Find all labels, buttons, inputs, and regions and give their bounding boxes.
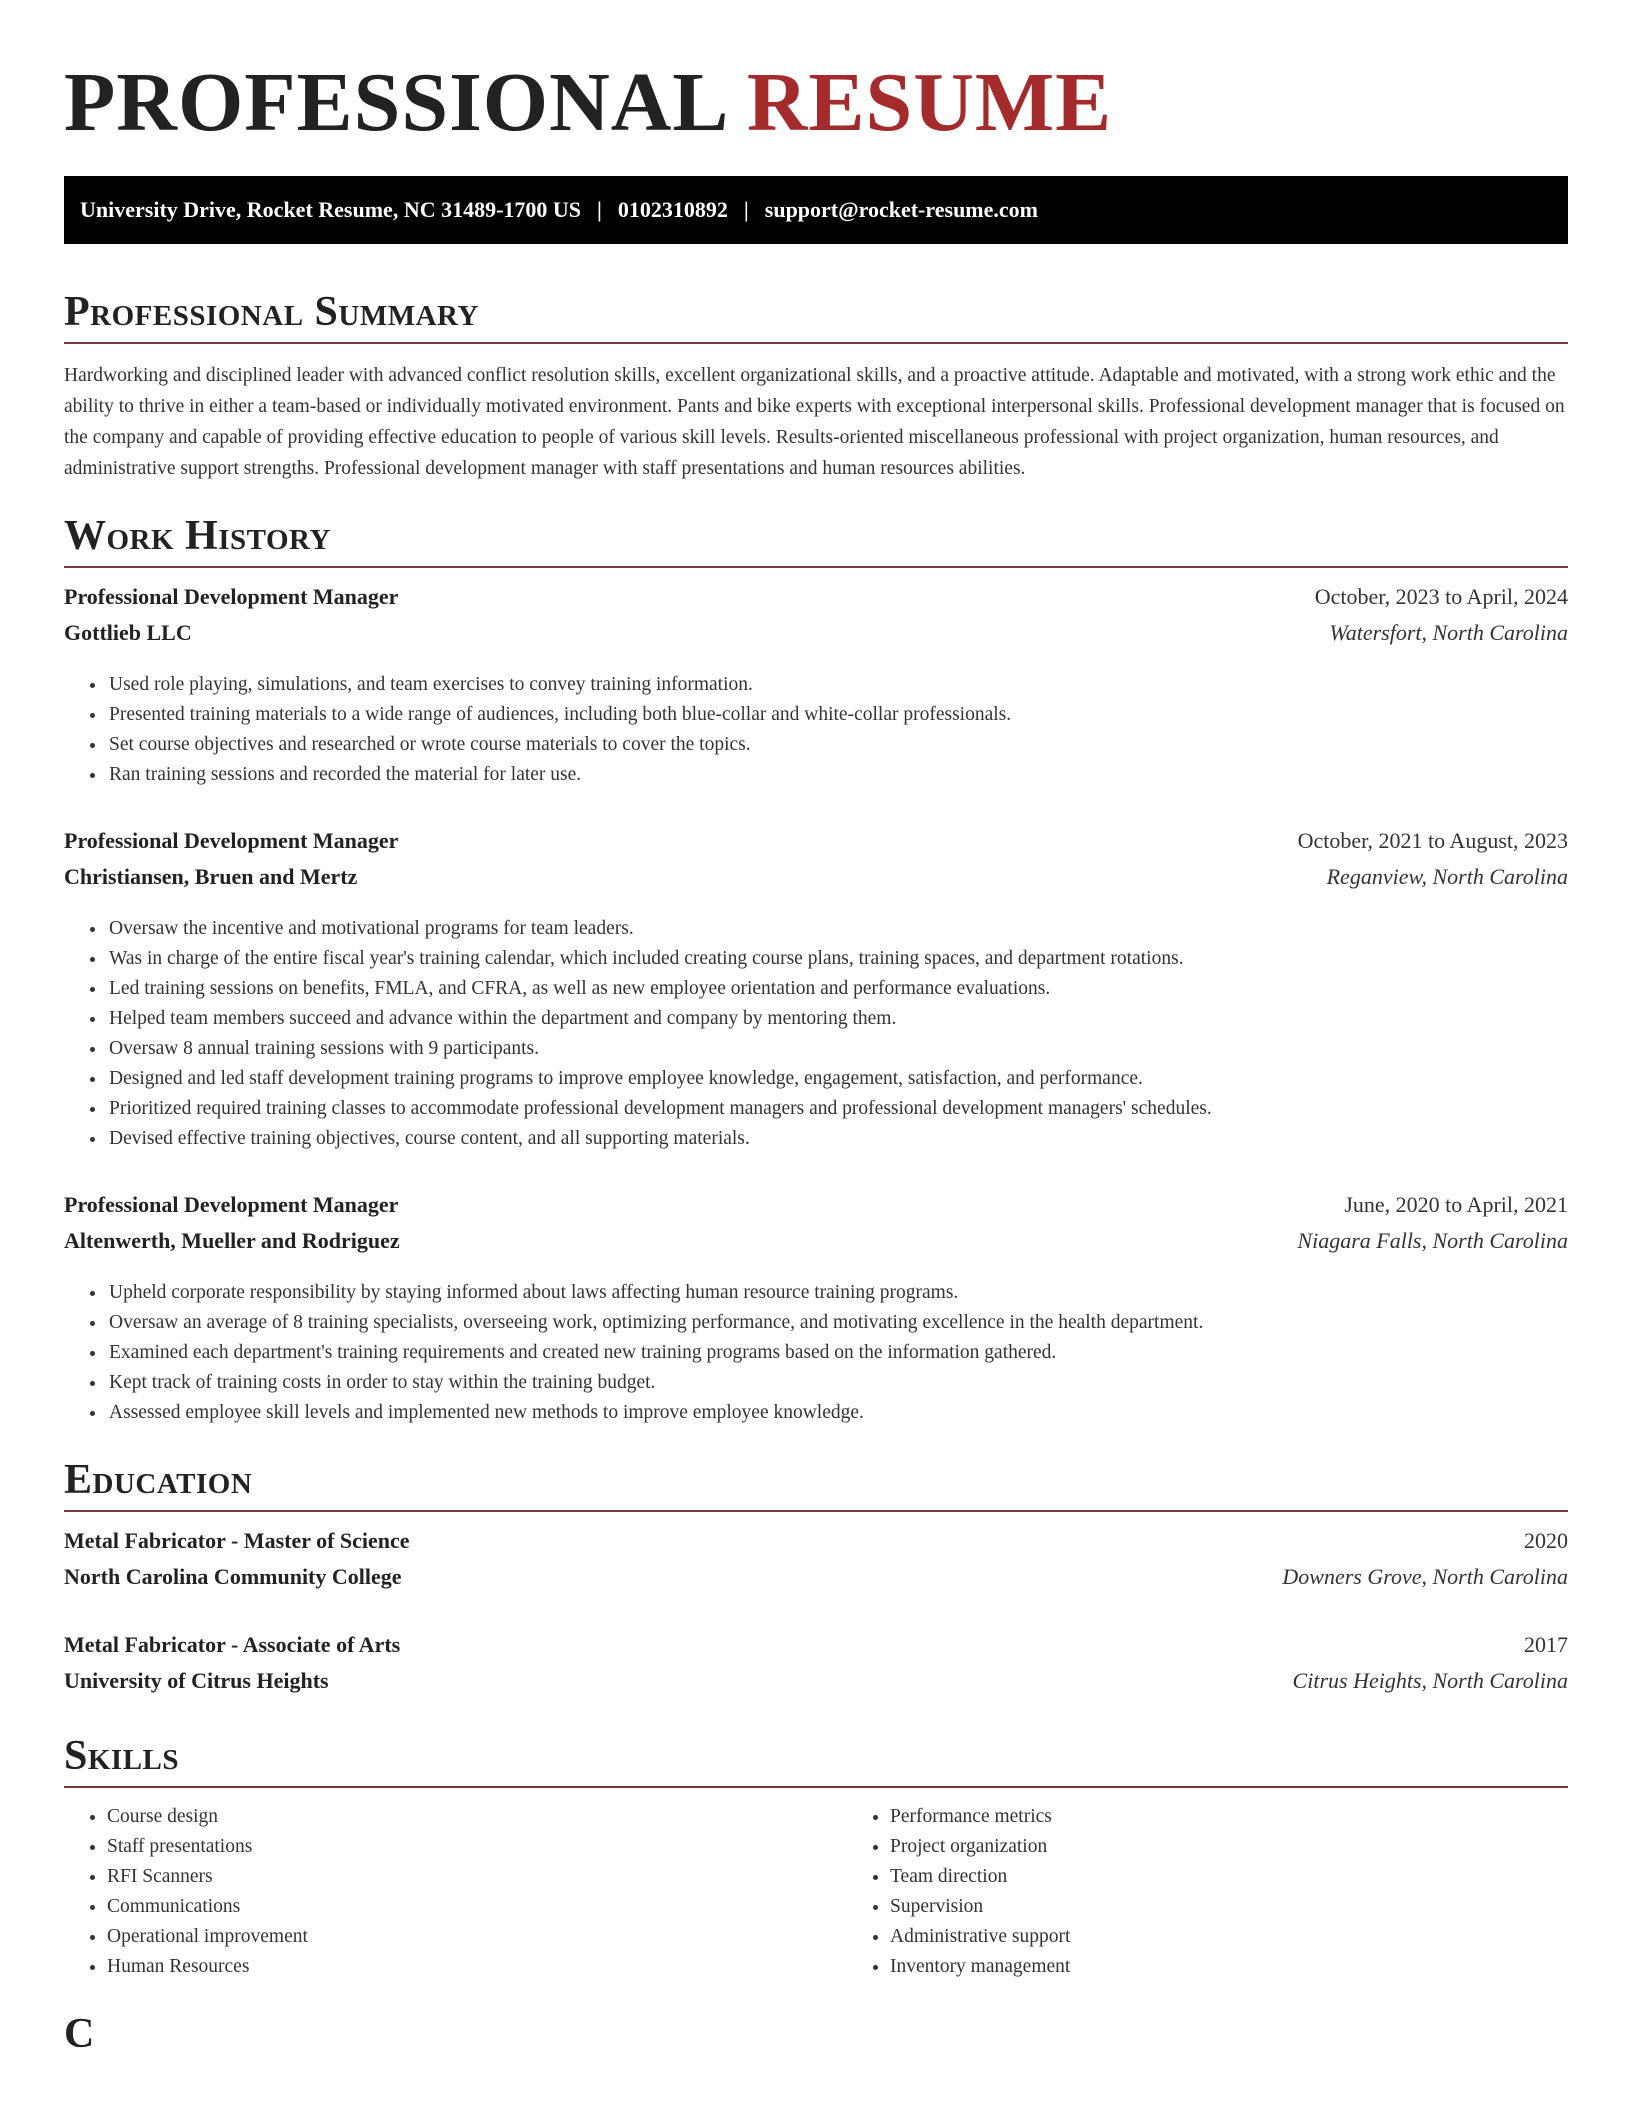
education-year: 2020 — [1524, 1528, 1568, 1553]
job-entry — [64, 1192, 1568, 1428]
skill-item: • Course design — [107, 1802, 847, 1832]
skills-column-left — [64, 1802, 847, 1982]
job-duty: • Used role playing, simulations, and team exercises to convey training information. — [107, 670, 1568, 700]
job-company: Gottlieb LLC — [64, 620, 192, 645]
education-school: University of Citrus Heights — [64, 1668, 329, 1693]
skill-item: • Staff presentations — [107, 1832, 847, 1862]
title-part-professional: PROFESSIONAL — [64, 56, 725, 149]
education-location: Downers Grove, North Carolina — [1282, 1564, 1568, 1589]
education-school: North Carolina Community College — [64, 1564, 402, 1589]
job-location: Niagara Falls, North Carolina — [1297, 1228, 1568, 1253]
job-duty: • Kept track of training costs in order to stay within the training budget. — [107, 1368, 1568, 1398]
job-duties-list — [64, 1278, 1568, 1428]
job-company: Altenwerth, Mueller and Rodriguez — [64, 1228, 400, 1253]
education-entry — [64, 1632, 1568, 1704]
skill-item: • Inventory management — [890, 1952, 1630, 1982]
job-duty: • Oversaw the incentive and motivational programs for team leaders. — [107, 914, 1568, 944]
job-dates: June, 2020 to April, 2021 — [1344, 1192, 1568, 1217]
job-duty: • Designed and led staff development training programs to improve employee knowledge, engagement, satisfaction, and performance. — [107, 1064, 1568, 1094]
skills-section — [64, 1732, 1568, 1982]
skill-item: • Communications — [107, 1892, 847, 1922]
education-location: Citrus Heights, North Carolina — [1292, 1668, 1568, 1693]
contact-separator: | — [743, 197, 749, 222]
job-duty: • Ran training sessions and recorded the material for later use. — [107, 760, 1568, 790]
work-history-section — [64, 512, 1568, 1428]
work-history-heading: Work History — [64, 512, 1568, 568]
education-heading: Education — [64, 1456, 1568, 1512]
job-duty: • Led training sessions on benefits, FMLA, and CFRA, as well as new employee orientation and performance evaluations. — [107, 974, 1568, 1004]
skill-item: • Supervision — [890, 1892, 1630, 1922]
education-year: 2017 — [1524, 1632, 1568, 1657]
job-duty: • Presented training materials to a wide range of audiences, including both blue-collar and white-collar professionals. — [107, 700, 1568, 730]
contact-phone[interactable]: 0102310892 — [617, 197, 728, 222]
job-duty: • Oversaw 8 annual training sessions with 9 participants. — [107, 1034, 1568, 1064]
job-duty: • Set course objectives and researched or wrote course materials to cover the topics. — [107, 730, 1568, 760]
job-title: Professional Development Manager — [64, 584, 399, 609]
job-duty: • Was in charge of the entire fiscal year's training calendar, which included creating course plans, training spaces, and department rotations. — [107, 944, 1568, 974]
skill-item: • Administrative support — [890, 1922, 1630, 1952]
education-section — [64, 1456, 1568, 1704]
job-duty: • Prioritized required training classes to accommodate professional development managers and professional development managers' schedules. — [107, 1094, 1568, 1124]
contact-email[interactable]: support@rocket-resume.com — [764, 197, 1038, 222]
skill-item: • Human Resources — [107, 1952, 847, 1982]
job-duty: • Assessed employee skill levels and implemented new methods to improve employee knowledge. — [107, 1398, 1568, 1428]
job-title: Professional Development Manager — [64, 828, 399, 853]
job-duty: • Devised effective training objectives, course content, and all supporting materials. — [107, 1124, 1568, 1154]
job-duty: • Oversaw an average of 8 training specialists, overseeing work, optimizing performance, and motivating excellence in the health department. — [107, 1308, 1568, 1338]
job-location: Watersfort, North Carolina — [1329, 620, 1568, 645]
education-degree: Metal Fabricator - Master of Science — [64, 1528, 410, 1553]
contact-address: University Drive, Rocket Resume, NC 31489-1700 US — [80, 197, 582, 222]
job-company: Christiansen, Bruen and Mertz — [64, 864, 358, 889]
skill-item: • RFI Scanners — [107, 1862, 847, 1892]
contact-bar — [64, 176, 1568, 244]
next-section-heading-partial: C — [64, 2011, 95, 2050]
skills-grid — [64, 1802, 1568, 1982]
education-entry — [64, 1528, 1568, 1600]
skill-item: • Team direction — [890, 1862, 1630, 1892]
job-duties-list — [64, 914, 1568, 1154]
skill-item: • Performance metrics — [890, 1802, 1630, 1832]
summary-text: Hardworking and disciplined leader with advanced conflict resolution skills, excellent organizational skills, and a proactive attitude. Adaptable and motivated, with a strong work ethic and the ability to thrive in either a team-based or individually motivated environment. Pants and bike experts with exceptional interpersonal skills. Professional development manager that is focused on the company and capable of providing effective education to people of various skill levels. Results-oriented miscellaneous professional with project organization, human resources, and administrative support strengths. Professional development manager with staff presentations and human resources abilities. — [64, 365, 1565, 479]
skill-item: • Operational improvement — [107, 1922, 847, 1952]
education-degree: Metal Fabricator - Associate of Arts — [64, 1632, 401, 1657]
page-title — [64, 58, 1568, 158]
job-title: Professional Development Manager — [64, 1192, 399, 1217]
title-part-resume: RESUME — [746, 56, 1113, 149]
job-entry — [64, 828, 1568, 1154]
job-entry — [64, 584, 1568, 790]
contact-separator: | — [597, 197, 602, 222]
summary-heading: Professional Summary — [64, 288, 1568, 344]
job-duty: • Upheld corporate responsibility by staying informed about laws affecting human resource training programs. — [107, 1278, 1568, 1308]
skill-item: • Project organization — [890, 1832, 1630, 1862]
job-location: Reganview, North Carolina — [1326, 864, 1568, 889]
job-duty: • Examined each department's training requirements and created new training programs based on the information gathered. — [107, 1338, 1568, 1368]
skills-heading: Skills — [64, 1732, 1568, 1788]
job-duties-list — [64, 670, 1568, 790]
job-duty: • Helped team members succeed and advance within the department and company by mentoring them. — [107, 1004, 1568, 1034]
job-dates: October, 2023 to April, 2024 — [1314, 584, 1568, 609]
resume-page — [64, 0, 1568, 2050]
skills-column-right — [847, 1802, 1630, 1982]
job-dates: October, 2021 to August, 2023 — [1297, 828, 1568, 853]
